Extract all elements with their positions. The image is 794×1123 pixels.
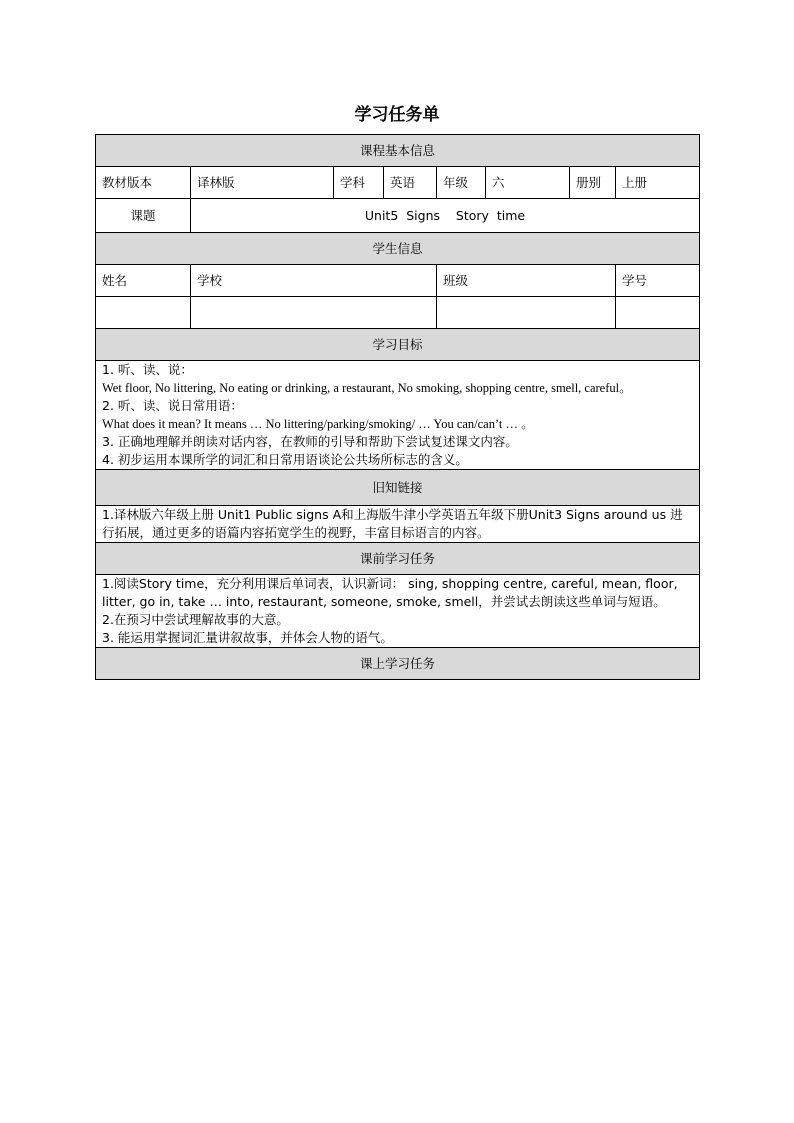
school-label: 学校 xyxy=(191,265,437,297)
task-sheet-table xyxy=(95,134,700,680)
grade-value: 六 xyxy=(486,167,570,199)
name-field[interactable] xyxy=(96,297,191,329)
pre-line-1: 1.阅读Story time，充分利用课后单词表，认识新词： sing, shopping centre, careful, mean, floor, litter, go in, take … into, restaurant, someone, smoke, smell，并尝试去朗读这些单词与短语。 xyxy=(102,576,678,609)
topic-value: Unit5 Signs Story time xyxy=(191,199,700,233)
student-id-label: 学号 xyxy=(616,265,700,297)
edition-label: 教材版本 xyxy=(96,167,191,199)
school-field[interactable] xyxy=(191,297,437,329)
section-prior-knowledge: 旧知链接 xyxy=(96,470,700,506)
page-title: 学习任务单 xyxy=(354,105,440,125)
goals-line-5: 3. 正确地理解并朗读对话内容，在教师的引导和帮助下尝试复述课文内容。 xyxy=(102,434,518,449)
pre-line-3: 3. 能运用掌握词汇量讲叙故事，并体会人物的语气。 xyxy=(102,630,393,645)
goals-content xyxy=(96,361,700,470)
goals-line-6: 4. 初步运用本课所学的词汇和日常用语谈论公共场所标志的含义。 xyxy=(102,452,468,467)
class-field[interactable] xyxy=(437,297,616,329)
subject-value: 英语 xyxy=(384,167,437,199)
goals-line-1: 1. 听、读、说： xyxy=(102,362,193,377)
section-in-class: 课上学习任务 xyxy=(96,648,700,680)
class-label: 班级 xyxy=(437,265,616,297)
goals-line-2: Wet floor, No littering, No eating or drinking, a restaurant, No smoking, shopping centre, smell, careful。 xyxy=(102,381,632,395)
section-pre-class: 课前学习任务 xyxy=(96,543,700,575)
prior-knowledge-content xyxy=(96,506,700,543)
pre-line-2: 2.在预习中尝试理解故事的大意。 xyxy=(102,612,289,627)
prior-line-1: 1.译林版六年级上册 Unit1 Public signs A和上海版牛津小学英语五年级下册Unit3 Signs around us 进行拓展，通过更多的语篇内容拓宽学生的视野，丰富目标语言的内容。 xyxy=(102,507,683,540)
goals-line-4: What does it mean? It means … No littering/parking/smoking/ … You can/can’t … 。 xyxy=(102,417,534,431)
section-student-info: 学生信息 xyxy=(96,233,700,265)
subject-label: 学科 xyxy=(334,167,384,199)
name-label: 姓名 xyxy=(96,265,191,297)
edition-value: 译林版 xyxy=(191,167,334,199)
topic-label: 课题 xyxy=(96,199,191,233)
volume-label: 册别 xyxy=(570,167,616,199)
volume-value: 上册 xyxy=(616,167,700,199)
grade-label: 年级 xyxy=(437,167,486,199)
pre-class-content xyxy=(96,575,700,648)
section-goals: 学习目标 xyxy=(96,329,700,361)
student-id-field[interactable] xyxy=(616,297,700,329)
section-basic-info: 课程基本信息 xyxy=(96,135,700,167)
goals-line-3: 2. 听、读、说日常用语： xyxy=(102,398,243,413)
